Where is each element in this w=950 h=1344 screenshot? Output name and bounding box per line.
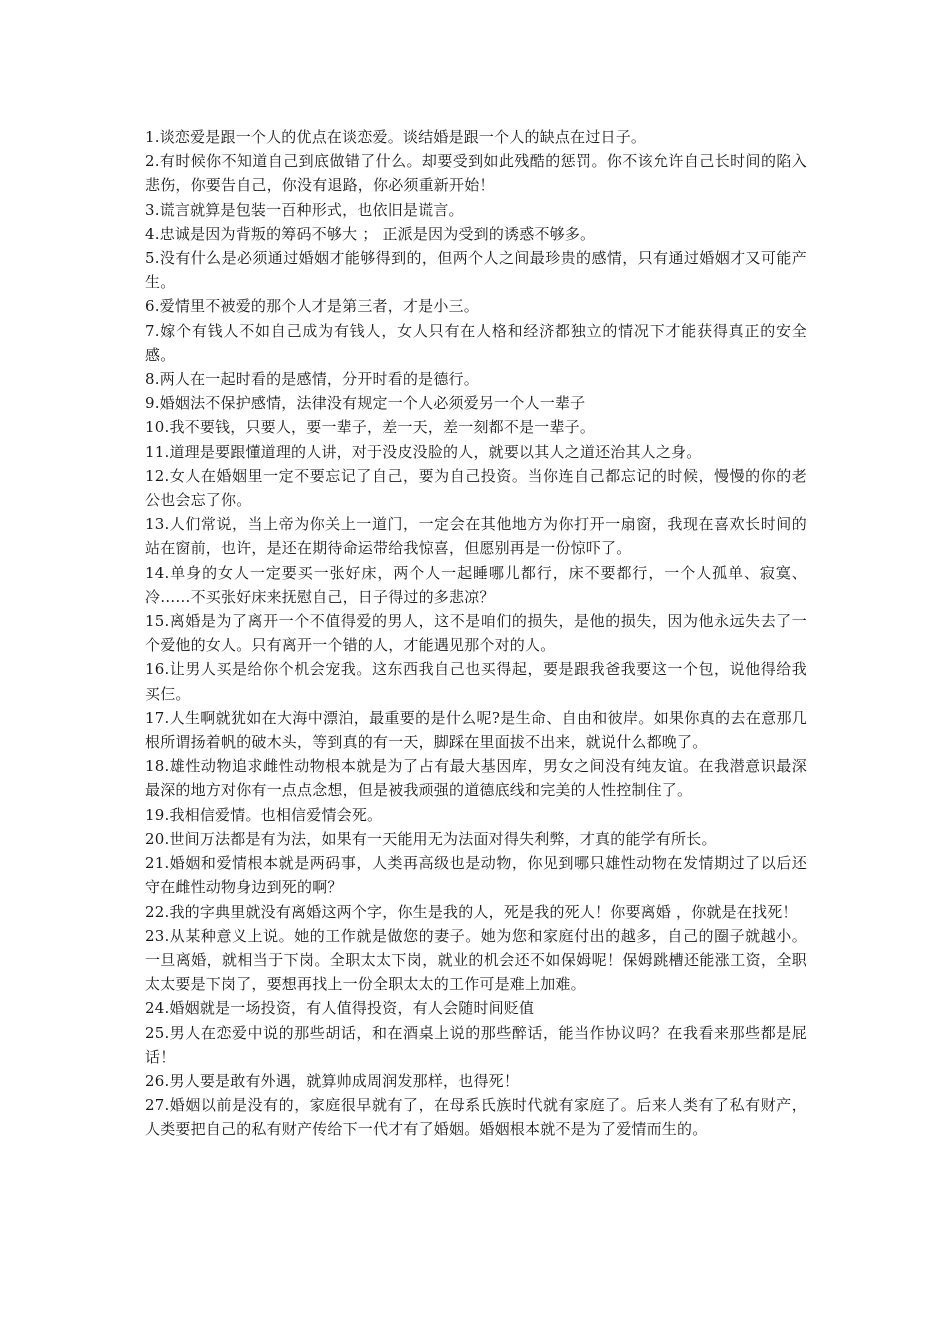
list-item: 9.婚姻法不保护感情，法律没有规定一个人必须爱另一个人一辈子 bbox=[145, 394, 586, 413]
list-item: 23.从某种意义上说。她的工作就是做您的妻子。她为您和家庭付出的越多，自己的圈子就越小。一旦离婚，就相当于下岗。全职太太下岗，就业的机会还不如保姆呢！保姆跳槽还能涨工资，全职太太要是下岗了，要想再找上一份全职太太的工作可是难上加难。 bbox=[145, 926, 807, 994]
list-item: 24.婚姻就是一场投资，有人值得投资，有人会随时间贬值 bbox=[145, 999, 535, 1018]
list-item: 22.我的字典里就没有离婚这两个字，你生是我的人，死是我的死人！你要离婚 ，你就是在找死！ bbox=[145, 902, 798, 921]
list-item: 14.单身的女人一定要买一张好床，两个人一起睡哪儿都行，床不要都行，一个人孤单、寂寞、冷……不买张好床来抚慰自己，日子得过的多悲凉？ bbox=[145, 563, 807, 606]
list-item: 11.道理是要跟懂道理的人讲，对于没皮没脸的人，就要以其人之道还治其人之身。 bbox=[145, 442, 702, 461]
list-item: 17.人生啊就犹如在大海中漂泊，最重要的是什么呢?是生命、自由和彼岸。如果你真的去在意那几根所谓扬着帆的破木头，等到真的有一天，脚踩在里面拔不出来，就说什么都晚了。 bbox=[145, 708, 807, 752]
list-item: 1.谈恋爱是跟一个人的优点在谈恋爱。谈结婚是跟一个人的缺点在过日子。 bbox=[145, 128, 647, 146]
list-item: 5.没有什么是必须通过婚姻才能够得到的，但两个人之间最珍贵的感情，只有通过婚姻才又可能产生。 bbox=[145, 249, 807, 292]
list-item: 8.两人在一起时看的是感情，分开时看的是德行。 bbox=[145, 370, 479, 389]
list-item: 12.女人在婚姻里一定不要忘记了自己，要为自己投资。当你连自己都忘记的时候，慢慢的你的老公也会忘了你。 bbox=[145, 466, 807, 510]
list-item: 7.嫁个有钱人不如自己成为有钱人，女人只有在人格和经济都独立的情况下才能获得真正的安全感。 bbox=[145, 321, 807, 364]
list-item: 2.有时候你不知道自己到底做错了什么。却要受到如此残酷的惩罚。你不该允许自己长时间的陷入悲伤，你要告自己，你没有退路，你必须重新开始！ bbox=[145, 152, 807, 195]
list-item: 25.男人在恋爱中说的那些胡话，和在酒桌上说的那些醉话，能当作协议吗？在我看来那些都是屁话！ bbox=[145, 1023, 807, 1066]
list-item: 19.我相信爱情。也相信爱情会死。 bbox=[145, 805, 383, 824]
list-item: 26.男人要是敢有外遇，就算帅成周润发那样，也得死！ bbox=[145, 1071, 520, 1090]
list-item: 15.离婚是为了离开一个不值得爱的男人，这不是咱们的损失，是他的损失，因为他永远失去了一个爱他的女人。只有离开一个错的人，才能遇见那个对的人。 bbox=[145, 612, 807, 655]
list-item: 13.人们常说，当上帝为你关上一道门，一定会在其他地方为你打开一扇窗，我现在喜欢长时间的站在窗前，也许，是还在期待命运带给我惊喜，但愿别再是一份惊吓了。 bbox=[145, 515, 807, 558]
list-item: 16.让男人买是给你个机会宠我。这东西我自己也买得起，要是跟我爸我要这一个包，说他得给我买仨。 bbox=[145, 660, 807, 703]
list-item: 6.爱情里不被爱的那个人才是第三者，才是小三。 bbox=[145, 297, 479, 316]
document-body bbox=[145, 125, 807, 1142]
list-item: 27.婚姻以前是没有的，家庭很早就有了，在母系氏族时代就有家庭了。后来人类有了私有财产，人类要把自己的私有财产传给下一代才有了婚姻。婚姻根本就不是为了爱情而生的。 bbox=[145, 1096, 807, 1139]
list-item: 21.婚姻和爱情根本就是两码事，人类再高级也是动物，你见到哪只雄性动物在发情期过了以后还守在雌性动物身边到死的啊？ bbox=[145, 854, 807, 897]
list-item: 4.忠诚是因为背叛的筹码不够大 ； 正派是因为受到的诱惑不够多。 bbox=[145, 224, 596, 243]
list-item: 18.雄性动物追求雌性动物根本就是为了占有最大基因库，男女之间没有纯友谊。在我潜意识最深最深的地方对你有一点点念想，但是被我顽强的道德底线和完美的人性控制住了。 bbox=[145, 757, 807, 800]
list-item: 10.我不要钱，只要人，要一辈子，差一天，差一刻都不是一辈子。 bbox=[145, 418, 596, 437]
list-item: 20.世间万法都是有为法，如果有一天能用无为法面对得失利弊，才真的能学有所长。 bbox=[145, 829, 717, 848]
list-item: 3.谎言就算是包装一百种形式，也依旧是谎言。 bbox=[145, 200, 464, 219]
